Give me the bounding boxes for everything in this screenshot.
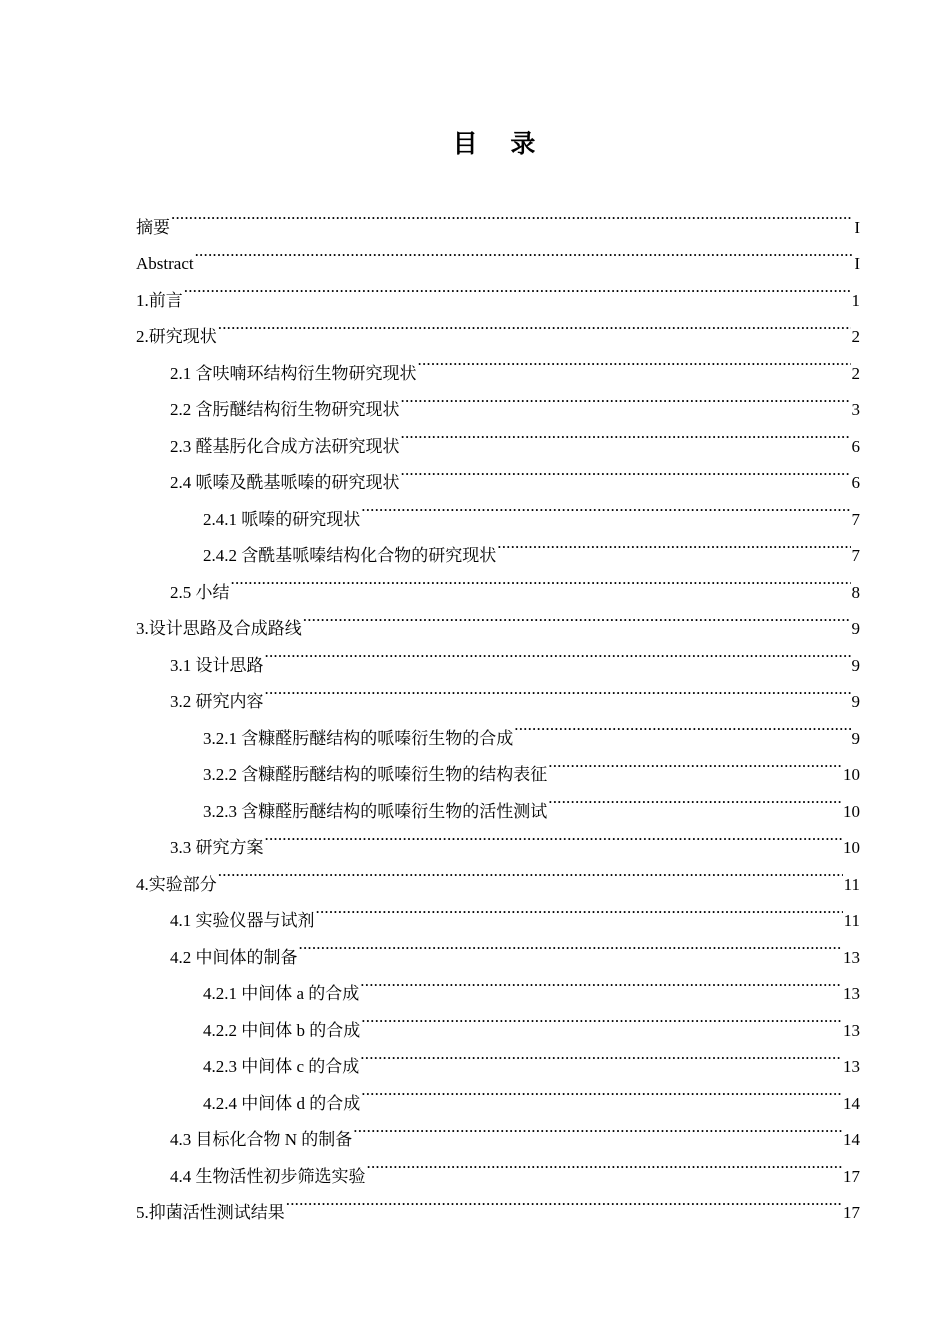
toc-entry-label: 2.1 含呋喃环结构衍生物研究现状 bbox=[170, 363, 417, 383]
toc-entry-label: 4.2.4 中间体 d 的合成 bbox=[203, 1093, 361, 1113]
toc-entry-label: 2.4 哌嗪及酰基哌嗪的研究现状 bbox=[170, 473, 400, 492]
toc-entry-page-number: 13 bbox=[843, 1057, 860, 1076]
toc-entry-page-number: 14 bbox=[843, 1093, 860, 1113]
toc-entry-label: 2.2 含肟醚结构衍生物研究现状 bbox=[170, 400, 400, 419]
toc-dot-leader bbox=[548, 744, 842, 781]
toc-entry-label: 3.2.1 含糠醛肟醚结构的哌嗪衍生物的合成 bbox=[203, 728, 514, 748]
toc-entry-label: 3.2.2 含糠醛肟醚结构的哌嗪衍生物的结构表征 bbox=[203, 765, 548, 784]
toc-entry-page-number: 9 bbox=[851, 728, 860, 748]
toc-dot-leader bbox=[548, 780, 842, 817]
toc-entry-label: 1.前言 bbox=[136, 290, 183, 310]
toc-entry-label: 3.1 设计思路 bbox=[170, 655, 264, 675]
toc-dot-leader bbox=[401, 379, 851, 416]
toc-entry-label: 4.1 实验仪器与试剂 bbox=[170, 911, 315, 930]
toc-entry[interactable] bbox=[136, 561, 860, 602]
toc-dot-leader bbox=[367, 1145, 843, 1182]
toc-entry-page-number: I bbox=[854, 217, 860, 237]
toc-entry-label: 2.4.2 含酰基哌嗪结构化合物的研究现状 bbox=[203, 546, 497, 565]
toc-entry-label: 4.2 中间体的制备 bbox=[170, 947, 298, 967]
toc-entry-page-number: 7 bbox=[851, 509, 860, 529]
toc-entry-label: 4.2.2 中间体 b 的合成 bbox=[203, 1020, 361, 1040]
toc-entry-page-number: 6 bbox=[851, 473, 860, 492]
toc-entry-label: 4.4 生物活性初步筛选实验 bbox=[170, 1166, 366, 1186]
table-of-contents bbox=[136, 196, 860, 1222]
toc-entry-page-number: 2 bbox=[851, 363, 860, 383]
toc-entry-label: Abstract bbox=[136, 254, 194, 273]
toc-entry-label: 3.2 研究内容 bbox=[170, 692, 264, 711]
toc-entry-page-number: 17 bbox=[843, 1203, 860, 1222]
toc-entry-page-number: 1 bbox=[851, 290, 860, 310]
toc-entry-page-number: 11 bbox=[843, 874, 860, 894]
toc-entry-page-number: 10 bbox=[843, 801, 860, 821]
toc-entry-page-number: 10 bbox=[843, 838, 860, 857]
toc-entry[interactable] bbox=[136, 269, 860, 310]
toc-entry-page-number: 8 bbox=[851, 582, 860, 602]
toc-dot-leader bbox=[171, 196, 853, 233]
toc-entry-label: 2.5 小结 bbox=[170, 582, 230, 602]
toc-dot-leader bbox=[303, 598, 851, 635]
toc-entry-label: 2.4.1 哌嗪的研究现状 bbox=[203, 509, 361, 529]
toc-entry-page-number: 9 bbox=[851, 619, 860, 638]
toc-entry-page-number: 9 bbox=[851, 692, 860, 711]
toc-entry[interactable] bbox=[136, 598, 860, 638]
toc-entry-page-number: 3 bbox=[851, 400, 860, 419]
toc-entry-label: 3.3 研究方案 bbox=[170, 838, 264, 857]
toc-entry-label: 2.3 醛基肟化合成方法研究现状 bbox=[170, 436, 400, 456]
toc-entry-label: 3.设计思路及合成路线 bbox=[136, 619, 302, 638]
toc-entry-label: 3.2.3 含糠醛肟醚结构的哌嗪衍生物的活性测试 bbox=[203, 801, 548, 821]
toc-dot-leader bbox=[360, 963, 842, 1000]
toc-dot-leader bbox=[361, 999, 842, 1036]
toc-dot-leader bbox=[265, 634, 851, 671]
toc-entry-page-number: 7 bbox=[851, 546, 860, 565]
toc-entry-label: 4.实验部分 bbox=[136, 874, 217, 894]
toc-dot-leader bbox=[184, 269, 851, 306]
toc-dot-leader bbox=[286, 1182, 842, 1219]
toc-dot-leader bbox=[361, 488, 850, 525]
toc-entry-label: 4.2.3 中间体 c 的合成 bbox=[203, 1057, 360, 1076]
toc-entry-page-number: 17 bbox=[843, 1166, 860, 1186]
toc-dot-leader bbox=[361, 1072, 842, 1109]
toc-dot-leader bbox=[265, 817, 843, 854]
toc-entry[interactable] bbox=[136, 233, 860, 273]
toc-entry[interactable] bbox=[136, 342, 860, 383]
toc-entry-page-number: I bbox=[854, 254, 860, 273]
toc-dot-leader bbox=[514, 707, 850, 744]
toc-entry-label: 4.2.1 中间体 a 的合成 bbox=[203, 984, 360, 1003]
toc-entry-page-number: 9 bbox=[851, 655, 860, 675]
toc-dot-leader bbox=[265, 671, 851, 708]
toc-entry-label: 4.3 目标化合物 N 的制备 bbox=[170, 1130, 353, 1149]
toc-entry-page-number: 2 bbox=[851, 327, 860, 346]
toc-dot-leader bbox=[195, 233, 854, 270]
page-title: 目 录 bbox=[452, 129, 548, 158]
toc-dot-leader bbox=[299, 926, 843, 963]
toc-dot-leader bbox=[418, 342, 851, 379]
toc-dot-leader bbox=[218, 306, 851, 343]
toc-entry-page-number: 13 bbox=[843, 984, 860, 1003]
toc-entry-page-number: 13 bbox=[843, 1020, 860, 1040]
toc-dot-leader bbox=[401, 452, 851, 489]
toc-entry[interactable] bbox=[136, 853, 860, 894]
toc-dot-leader bbox=[401, 415, 851, 452]
toc-entry-page-number: 6 bbox=[851, 436, 860, 456]
toc-entry[interactable] bbox=[136, 196, 860, 237]
toc-entry-page-number: 13 bbox=[843, 947, 860, 967]
toc-dot-leader bbox=[316, 890, 843, 927]
toc-dot-leader bbox=[231, 561, 851, 598]
toc-entry[interactable] bbox=[136, 306, 860, 346]
toc-entry-page-number: 14 bbox=[843, 1130, 860, 1149]
toc-dot-leader bbox=[353, 1109, 842, 1146]
toc-entry-page-number: 10 bbox=[843, 765, 860, 784]
toc-dot-leader bbox=[218, 853, 843, 890]
toc-entry[interactable] bbox=[136, 890, 860, 930]
toc-dot-leader bbox=[360, 1036, 842, 1073]
toc-dot-leader bbox=[497, 525, 850, 562]
toc-entry-label: 2.研究现状 bbox=[136, 327, 217, 346]
toc-entry-label: 摘要 bbox=[136, 217, 170, 237]
toc-entry-page-number: 11 bbox=[843, 911, 860, 930]
toc-entry-label: 5.抑菌活性测试结果 bbox=[136, 1203, 285, 1222]
